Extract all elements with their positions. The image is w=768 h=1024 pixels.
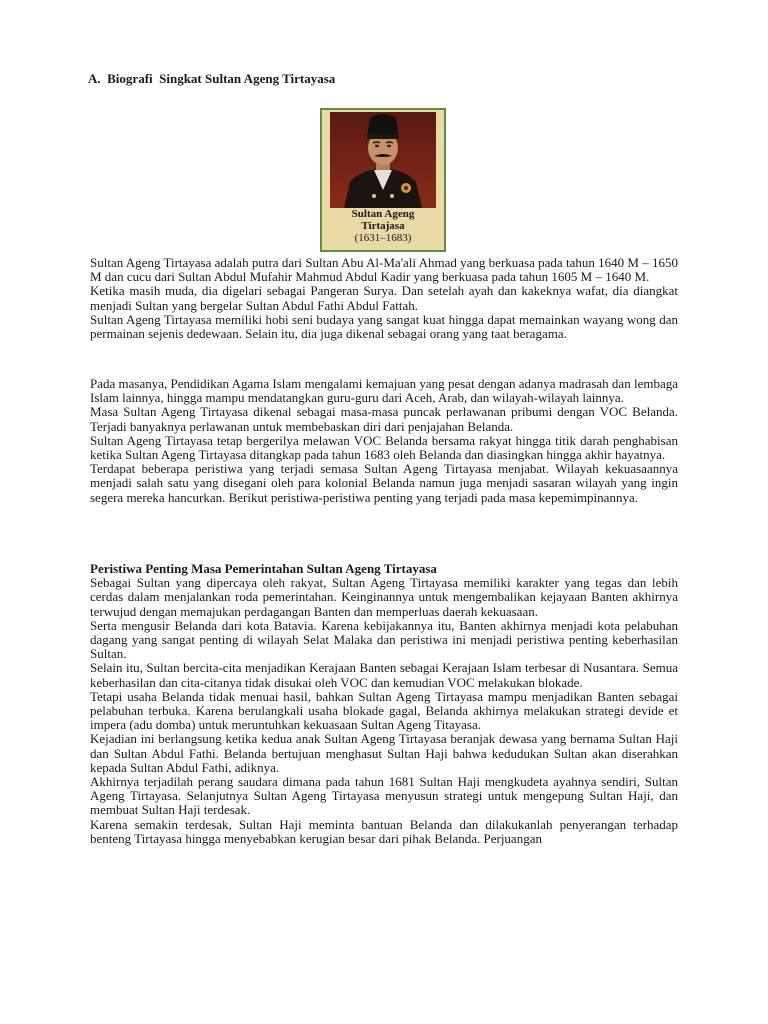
- paragraph: Sebagai Sultan yang dipercaya oleh rakyat, Sultan Ageng Tirtayasa memiliki karakter yang tegas dan lebih cerdas dalam menjalankan roda pemerintahan. Keinginannya untuk mengembalikan kejayaan Banten akhirnya terwujud dengan memajukan perdagangan Banten dan memperluas daerah kekuasaan.: [90, 575, 678, 619]
- paragraph: Sultan Ageng Tirtayasa tetap bergerilya melawan VOC Belanda bersama rakyat hingga titik darah penghabisan ketika Sultan Ageng Tirtayasa ditangkap pada tahun 1683 oleh Belanda dan diasingkan hingga akhir hayatnya.: [90, 432, 678, 463]
- subheading: Peristiwa Penting Masa Pemerintahan Sultan Ageng Tirtayasa: [90, 561, 437, 576]
- paragraph: Pada masanya, Pendidikan Agama Islam mengalami kemajuan yang pesat dengan adanya madrasah dan lembaga Islam lainnya, hingga mampu mendatangkan guru-guru dari Aceh, Arab, dan wilayah-wilayah lainnya.: [90, 376, 678, 406]
- portrait-figure: [320, 108, 446, 252]
- paragraph: Karena semakin terdesak, Sultan Haji meminta bantuan Belanda dan dilakukanlah penyerangan terhadap benteng Tirtayasa hingga menyebabkan kerugian besar dari pihak Belanda. Perjuangan: [90, 816, 678, 846]
- paragraph: Sultan Ageng Tirtayasa adalah putra dari Sultan Abu Al-Ma'ali Ahmad yang berkuasa pada tahun 1640 M – 1650 M dan cucu dari Sultan Abdul Mufahir Mahmud Abdul Kadir yang berkuasa pada tahun 1605 M – 1640 M.: [90, 255, 678, 285]
- paragraph: Selain itu, Sultan bercita-cita menjadikan Kerajaan Banten sebagai Kerajaan Islam terbesar di Nusantara. Semua keberhasilan dan cita-citanya tidak disukai oleh VOC dan kemudian VOC melakukan blokade.: [90, 660, 678, 690]
- caption-name-line1: Sultan Ageng: [351, 208, 415, 220]
- paragraph: Terdapat beberapa peristiwa yang terjadi semasa Sultan Ageng Tirtayasa menjabat. Wilayah kekuasaannya menjadi salah satu yang disegani oleh para kolonial Belanda namun juga menjadi sasaran wilayah yang ingin segera mereka hancurkan. Berikut peristiwa-peristiwa penting yang terjadi pada masa kepemimpinannya.: [90, 461, 678, 505]
- caption-name-line2: Tirtajasa: [361, 220, 405, 232]
- paragraph: Tetapi usaha Belanda tidak menuai hasil, bahkan Sultan Ageng Tirtayasa mampu menjadikan Banten sebagai pelabuhan terbuka. Karena berulangkali usaha blokade gagal, Belanda akhirnya melakukan strategi devide et impera (adu domba) untuk meruntuhkan kekuasaan Sultan Ageng Titayasa.: [90, 688, 678, 733]
- paragraph: Ketika masih muda, dia digelari sebagai Pangeran Surya. Dan setelah ayah dan kakeknya wafat, dia diangkat menjadi Sultan yang bergelar Sultan Abdul Fathi Abdul Fattah.: [90, 283, 678, 313]
- paragraph: Masa Sultan Ageng Tirtayasa dikenal sebagai masa-masa puncak perlawanan pribumi dengan VOC Belanda. Terjadi banyaknya perlawanan untuk membebaskan diri dari penjajahan Belanda.: [90, 404, 678, 434]
- portrait-caption: [322, 208, 444, 244]
- caption-years: (1631–1683): [354, 232, 412, 244]
- intro-paragraphs: [90, 256, 678, 341]
- paragraph: Serta mengusir Belanda dari kota Batavia. Karena kebijakannya itu, Banten akhirnya menjadi kota pelabuhan dagang yang sangat penting di wilayah Selat Malaka dan peristiwa ini menjadi peristiwa penting keberhasilan Sultan.: [90, 617, 678, 662]
- paragraph: Akhirnya terjadilah perang saudara dimana pada tahun 1681 Sultan Haji mengkudeta ayahnya sendiri, Sultan Ageng Tirtayasa. Selanjutnya Sultan Ageng Tirtayasa menyusun strategi untuk mengepung Sultan Haji, dan membuat Sultan Haji terdesak.: [90, 774, 678, 818]
- peristiwa-section: [90, 562, 678, 846]
- section-title: A. Biografi Singkat Sultan Ageng Tirtayasa: [88, 71, 336, 86]
- paragraph: Sultan Ageng Tirtayasa memiliki hobi seni budaya yang sangat kuat hingga dapat memainkan wayang wong dan permainan sejenis dedewaan. Selain itu, dia juga dikenal sebagai orang yang taat beragama.: [90, 311, 678, 342]
- masa-paragraphs: [90, 377, 678, 505]
- paragraph: Kejadian ini berlangsung ketika kedua anak Sultan Ageng Tirtayasa beranjak dewasa yang bernama Sultan Haji dan Sultan Abdul Fathi. Belanda bertujuan menghasut Sultan Haji bahwa kedudukan Sultan akan diserahkan kepada Sultan Abdul Fathi, adiknya.: [90, 731, 678, 775]
- sultan-portrait-image: [330, 112, 436, 208]
